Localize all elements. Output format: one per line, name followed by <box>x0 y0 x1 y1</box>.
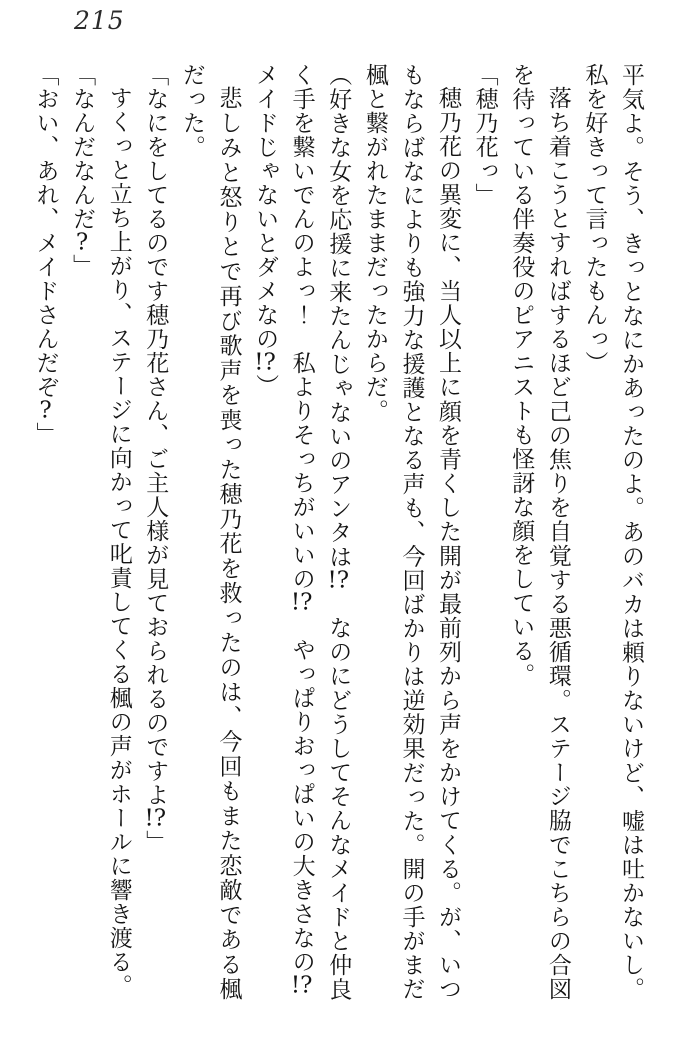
paragraph: 平気よ。そう、きっとなにかあったのよ。あのバカは頼りないけど、嘘は吐かないし。私を好きって言ったもんっ） <box>581 63 644 1001</box>
paragraph: 落ち着こうとすればするほど己の焦りを自覚する悪循環。ステージ脇でこちらの合図を待っている伴奏役のピアニストも怪訝な顔をしている。 <box>508 63 571 1001</box>
paragraph: 「なにをしてるのです穂乃花さん、ご主人様が見ておられるのですよ!?」 <box>142 63 169 854</box>
tate-chu-yoko-punctuation: ? <box>75 231 89 254</box>
paragraph: 「おい、あれ、メイドさんだぞ?」 <box>32 63 59 446</box>
tate-chu-yoko-punctuation: !? <box>290 591 313 614</box>
paragraph: すくっと立ち上がり、ステージに向かって叱責してくる楓の声がホールに響き渡る。 <box>105 86 132 998</box>
page-number: 215 <box>74 6 125 35</box>
paragraph: 「穂乃花っ」 <box>471 63 498 207</box>
tate-chu-yoko-punctuation: !? <box>290 974 313 997</box>
paragraph: （好きな女を応援に来たんじゃないのアンタは!? なのにどうしてそんなメイドと仲良く手を繋いでんのよっ！ 私よりそっちがいいの!? やっぱりおっぱいの大きさなの!? メイドじゃないとダメなの!?） <box>252 63 352 1021</box>
paragraph: 悲しみと怒りとで再び歌声を喪った穂乃花を救ったのは、今回もまた恋敵である楓だった。 <box>178 63 242 1001</box>
tate-chu-yoko-punctuation: !? <box>254 351 276 374</box>
paragraph: 穂乃花の異変に、当人以上に顔を青くした開が最前列から声をかけてくる。が、いつもならばなによりも強力な援護となる声も、今回ばかりは逆効果だった。開の手がまだ楓と繋がれたままだったからだ。 <box>361 63 462 1001</box>
novel-text-block <box>27 63 649 1021</box>
tate-chu-yoko-punctuation: !? <box>144 807 167 830</box>
paragraph: 「なんだなんだ?」 <box>69 63 96 278</box>
tate-chu-yoko-punctuation: ? <box>39 399 52 422</box>
tate-chu-yoko-punctuation: !? <box>327 568 350 592</box>
